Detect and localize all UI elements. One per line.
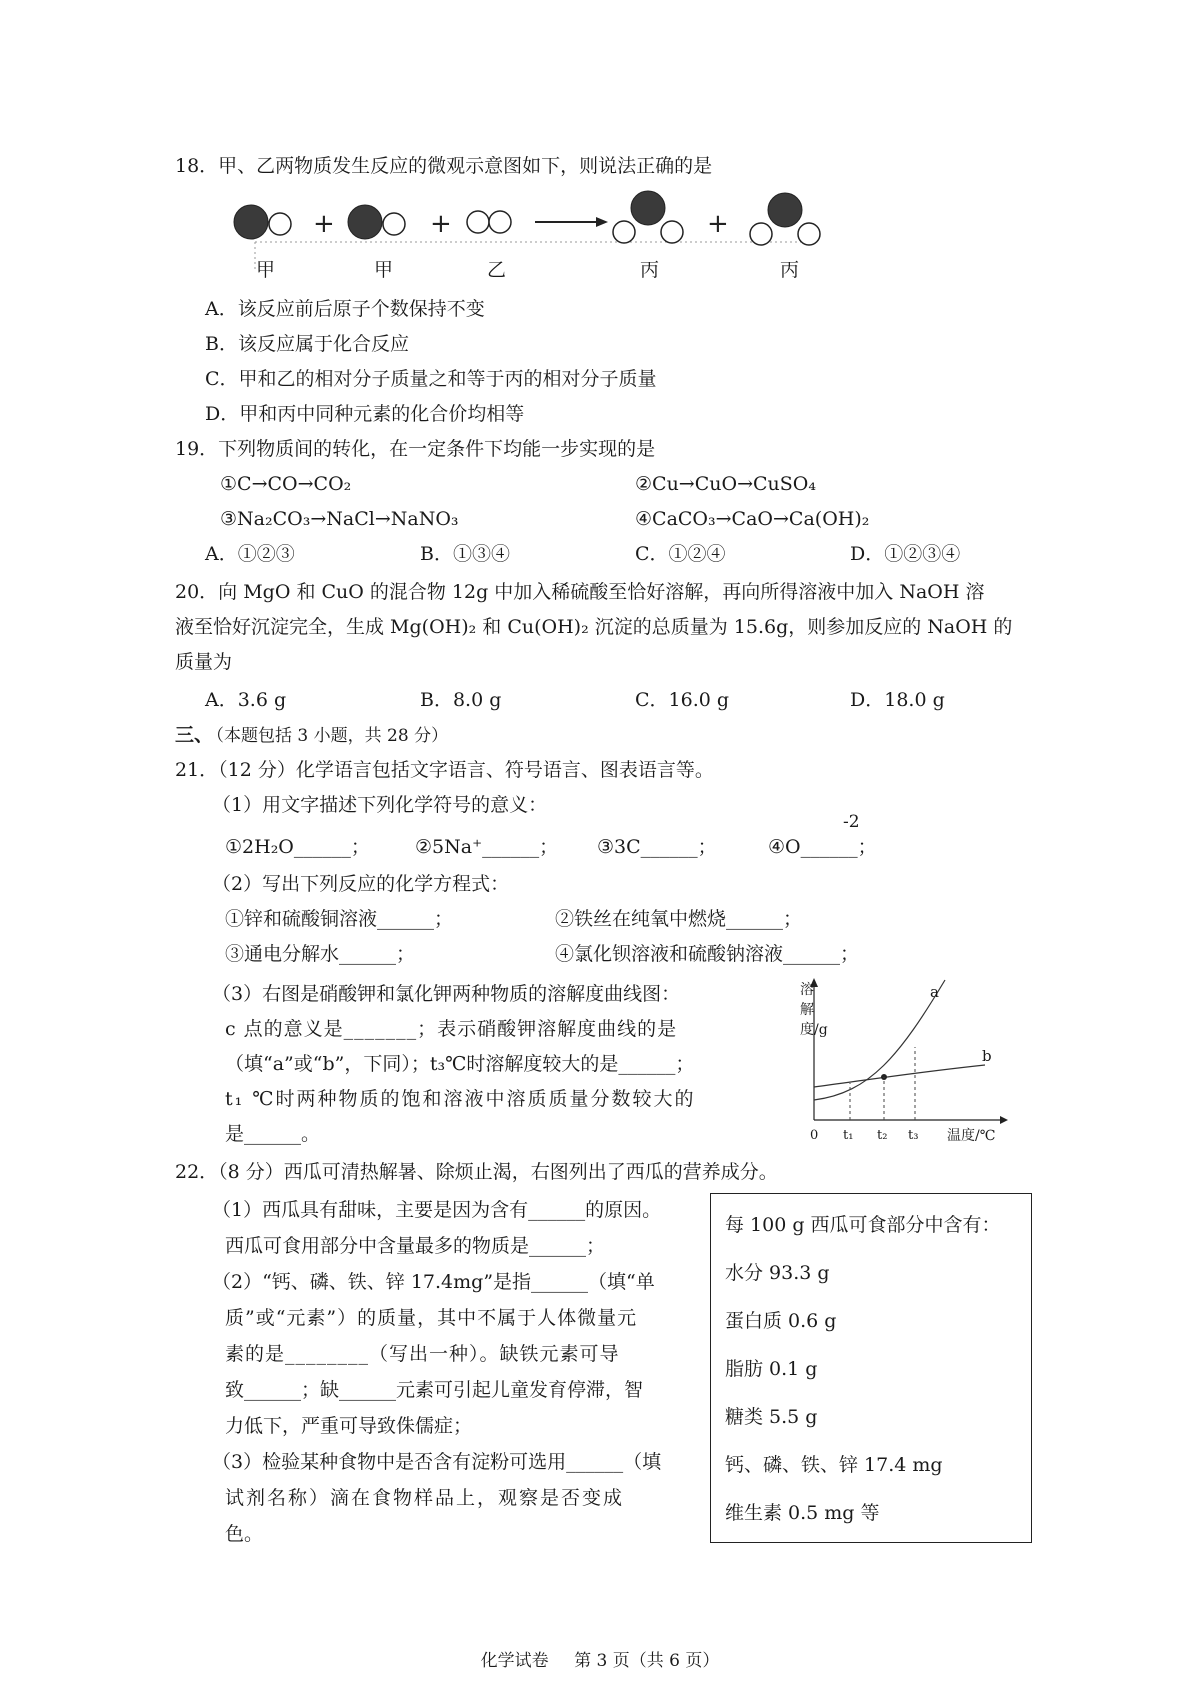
q21-p3-line4: t₁ ℃时两种物质的饱和溶液中溶质质量分数较大的 [225, 1088, 696, 1110]
graph-origin: 0 [810, 1128, 819, 1143]
molecule-bing-1 [613, 191, 683, 243]
q19-item-3: ③Na₂CO₃→NaCl→NaNO₃ [220, 508, 459, 530]
q22-line3: （2）“钙、磷、铁、锌 17.4mg”是指______（填“单 [212, 1271, 655, 1293]
q20-stem-line1: 20．向 MgO 和 CuO 的混合物 12g 中加入稀硫酸至恰好溶解，再向所得溶液中加入 NaOH 溶 [175, 581, 985, 603]
q20-option-d: D．18.0 g [850, 689, 945, 711]
q22-line4: 质”或“元素”）的质量，其中不属于人体微量元 [225, 1307, 638, 1329]
plus-sign: + [707, 209, 729, 239]
q21-p1-item3: ③3C______； [597, 836, 717, 858]
label-bing-2: 丙 [780, 259, 800, 281]
q22-stem: 22．（8 分）西瓜可清热解暑、除烦止渴，右图列出了西瓜的营养成分。 [175, 1161, 778, 1183]
q20-option-a: A．3.6 g [205, 689, 287, 711]
q21-p1-item1: ①2H₂O______； [225, 836, 370, 858]
q21-p2-item2: ②铁丝在纯氧中燃烧______； [555, 908, 803, 930]
q22-line7: 力低下，严重可导致侏儒症； [225, 1415, 473, 1437]
molecule-jia-2 [348, 205, 405, 239]
label-bing-1: 丙 [640, 259, 660, 281]
graph-label-b: b [982, 1047, 992, 1065]
nutrition-box [710, 1193, 1032, 1543]
q18-stem: 18．甲、乙两物质发生反应的微观示意图如下，则说法正确的是 [175, 155, 713, 177]
q22-line2: 西瓜可食用部分中含量最多的物质是______； [225, 1235, 606, 1257]
q22-line8: （3）检验某种食物中是否含有淀粉可选用______（填 [212, 1451, 662, 1473]
q21-p3-line2: c 点的意义是_______；表示硝酸钾溶解度曲线的是 [225, 1018, 678, 1040]
molecule-bing-2 [750, 193, 820, 245]
q22-line6: 致______；缺______元素可引起儿童发育停滞，智 [225, 1379, 644, 1401]
q21-p2-item3: ③通电分解水______； [225, 943, 416, 965]
page-footer [0, 1646, 1200, 1671]
q22-line10: 色。 [225, 1523, 264, 1545]
q22-line5: 素的是________（写出一种）。缺铁元素可导 [225, 1343, 620, 1365]
q19-item-1: ①C→CO→CO₂ [220, 473, 352, 495]
nutrition-minerals: 钙、磷、铁、锌 17.4 mg [725, 1454, 943, 1476]
q18-option-a: A．该反应前后原子个数保持不变 [205, 298, 485, 320]
plus-sign: + [430, 209, 452, 239]
q19-option-d: D．①②③④ [850, 543, 961, 565]
q19-stem: 19．下列物质间的转化，在一定条件下均能一步实现的是 [175, 438, 656, 460]
label-jia-1: 甲 [256, 259, 276, 281]
q21-p3-line3: （填“a”或“b”，下同）；t₃℃时溶解度较大的是______； [225, 1053, 695, 1075]
curve-b [814, 1065, 985, 1087]
q22-line9: 试剂名称）滴在食物样品上，观察是否变成 [225, 1487, 625, 1509]
reaction-arrow [535, 217, 608, 227]
section-title: 三、 [175, 724, 214, 746]
q20-stem-line3: 质量为 [175, 651, 233, 673]
nutrition-fat: 脂肪 0.1 g [725, 1358, 818, 1380]
molecule-jia-1 [234, 205, 291, 239]
q19-item-4: ④CaCO₃→CaO→Ca(OH)₂ [635, 508, 870, 530]
q20-stem-line2: 液至恰好沉淀完全，生成 Mg(OH)₂ 和 Cu(OH)₂ 沉淀的总质量为 15.6g，则参加反应的 NaOH 的 [175, 616, 1013, 638]
q18-option-b: B．该反应属于化合反应 [205, 333, 409, 355]
graph-ylabel: 溶解度/g [800, 982, 828, 1038]
plus-sign: + [313, 209, 335, 239]
q21-p1-item4: ④O______； [768, 836, 877, 858]
q21-p3-line1: （3）右图是硝酸钾和氯化钾两种物质的溶解度曲线图： [212, 983, 681, 1005]
curve-a [814, 980, 945, 1100]
q19-option-c: C．①②④ [635, 543, 726, 565]
nutrition-sugar: 糖类 5.5 g [725, 1406, 818, 1428]
graph-xlabel: 温度/℃ [947, 1128, 996, 1144]
q19-option-b: B．①③④ [420, 543, 510, 565]
reaction-diagram [220, 190, 840, 290]
q18-option-c: C．甲和乙的相对分子质量之和等于丙的相对分子质量 [205, 368, 657, 390]
footer-page: 第 3 页（共 6 页） [574, 1651, 720, 1671]
q18-option-d: D．甲和丙中同种元素的化合价均相等 [205, 403, 525, 425]
graph-tick-t3: t₃ [908, 1128, 919, 1143]
label-jia-2: 甲 [374, 259, 394, 281]
section-note: （本题包括 3 小题，共 28 分） [207, 726, 449, 746]
graph-label-a: a [930, 983, 939, 1001]
footer-subject: 化学试卷 [480, 1651, 549, 1671]
q21-p3-line5: 是______。 [225, 1123, 321, 1145]
nutrition-protein: 蛋白质 0.6 g [725, 1310, 837, 1332]
q21-p1-item2: ②5Na⁺______； [415, 836, 559, 858]
q21-p2-item1: ①锌和硫酸铜溶液______； [225, 908, 454, 930]
graph-tick-t1: t₁ [843, 1128, 854, 1143]
q19-option-a: A．①②③ [205, 543, 295, 565]
q21-p2-item4: ④氯化钡溶液和硫酸钠溶液______； [555, 943, 860, 965]
q21-part1: （1）用文字描述下列化学符号的意义： [212, 794, 548, 816]
molecule-yi [467, 211, 511, 233]
nutrition-heading: 每 100 g 西瓜可食部分中含有： [725, 1214, 1001, 1236]
valence-mark: -2 [843, 812, 860, 832]
graph-tick-t2: t₂ [877, 1128, 888, 1143]
q21-stem: 21．（12 分）化学语言包括文字语言、符号语言、图表语言等。 [175, 759, 714, 781]
q19-item-2: ②Cu→CuO→CuSO₄ [635, 473, 816, 495]
nutrition-vitamin: 维生素 0.5 mg 等 [725, 1502, 880, 1524]
q21-part2: （2）写出下列反应的化学方程式： [212, 873, 510, 895]
q22-line1: （1）西瓜具有甜味，主要是因为含有______的原因。 [212, 1199, 662, 1221]
label-yi: 乙 [487, 259, 507, 281]
nutrition-water: 水分 93.3 g [725, 1262, 830, 1284]
q20-option-c: C．16.0 g [635, 689, 730, 711]
q20-option-b: B．8.0 g [420, 689, 502, 711]
